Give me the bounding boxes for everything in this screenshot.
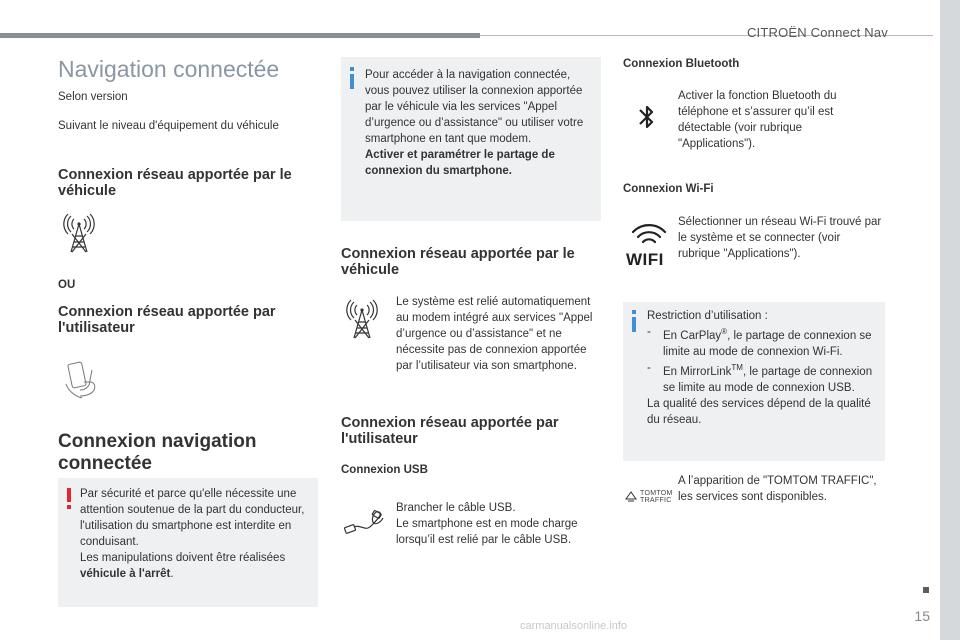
page-side-tab bbox=[940, 0, 960, 640]
info-text: Pour accéder à la navigation connectée, vous pouvez utiliser la connexion apportée par le véhicule via les services "Appel d’urgence ou d’assistance" ou utiliser votre smartphone en tant que modem. Activer et paramétrer le partage de connexion du smartphone. bbox=[365, 69, 584, 177]
version-note: Selon version bbox=[58, 91, 128, 103]
wifi-icon-text: WIFI bbox=[626, 250, 664, 269]
usb-cable-icon bbox=[343, 508, 387, 540]
warning-text: Par sécurité et parce qu'elle nécessite une attention soutenue de la part du conducteur, l'utilisation du smartphone est interdite en conduisant. Les manipulations doivent être réalisées véhicule à l'arrêt. bbox=[80, 488, 305, 580]
warning-box bbox=[58, 478, 318, 607]
warning-icon bbox=[64, 488, 74, 510]
restriction-item-mirrorlink: - En MirrorLink™, le partage de connexion se limite au mode de connexion USB. bbox=[647, 361, 873, 394]
vehicle-connection-text: Le système est relié automatiquement au modem intégré aux services "Appel d’urgence ou d’assistance" et ne nécessite pas de connexion apportée par l’utilisateur via son smartphone. bbox=[396, 296, 593, 372]
bluetooth-label: Connexion Bluetooth bbox=[623, 58, 740, 70]
restriction-title: Restriction d’utilisation : bbox=[647, 310, 768, 322]
restriction-quality: La qualité des services dépend de la qualité du réseau. bbox=[647, 397, 871, 426]
heading-user-connection-2: Connexion réseau apportée par l'utilisateur bbox=[341, 415, 559, 447]
restriction-item-carplay: - En CarPlay®, le partage de connexion se limite au mode de connexion Wi-Fi. bbox=[647, 326, 872, 358]
tomtom-text: A l’apparition de "TOMTOM TRAFFIC", les services sont disponibles. bbox=[678, 475, 877, 503]
or-label: OU bbox=[58, 279, 76, 291]
usb-label: Connexion USB bbox=[341, 464, 428, 476]
tomtom-logo-line2: TRAFFIC bbox=[640, 497, 672, 504]
bluetooth-icon bbox=[636, 102, 658, 132]
page-title: Navigation connectée bbox=[58, 56, 280, 82]
wifi-icon bbox=[626, 224, 672, 269]
bluetooth-text: Activer la fonction Bluetooth du téléphone et s’assurer qu’il est détectable (voir rubrique "Applications"). bbox=[678, 90, 837, 150]
heading-user-connection: Connexion réseau apportée par l'utilisateur bbox=[58, 304, 276, 336]
continuation-marker bbox=[923, 587, 929, 593]
running-header: CITROËN Connect Nav bbox=[746, 25, 888, 40]
antenna-icon bbox=[62, 212, 96, 254]
warning-bold: véhicule à l'arrêt bbox=[80, 568, 171, 580]
wifi-waves-icon bbox=[626, 224, 672, 246]
restriction-text bbox=[647, 308, 881, 428]
equipment-note: Suivant le niveau d'équipement du véhicule bbox=[58, 120, 279, 132]
tomtom-logo-line1: TOMTOM bbox=[640, 490, 673, 497]
heading-vehicle-connection: Connexion réseau apportée par le véhicule bbox=[58, 167, 292, 199]
restriction-box bbox=[623, 302, 885, 461]
heading-connected-nav: Connexion navigation connectée bbox=[58, 431, 257, 474]
tomtom-traffic-logo bbox=[624, 489, 673, 505]
wifi-text: Sélectionner un réseau Wi-Fi trouvé par le système et se connecter (voir rubrique "Applications"). bbox=[678, 216, 882, 260]
watermark: carmanualsonline.info bbox=[520, 620, 628, 632]
header-rule-left bbox=[0, 33, 480, 38]
wifi-label: Connexion Wi-Fi bbox=[623, 183, 714, 195]
info-box bbox=[341, 57, 601, 221]
info-icon bbox=[345, 67, 359, 89]
info-bold: Activer et paramétrer le partage de connexion du smartphone. bbox=[365, 149, 555, 177]
tomtom-logo-icon bbox=[624, 489, 638, 503]
smartphone-hand-icon bbox=[60, 360, 106, 400]
usb-text: Brancher le câble USB. Le smartphone est en mode charge lorsqu’il est relié par le câble USB. bbox=[396, 502, 578, 546]
antenna-icon bbox=[345, 298, 379, 340]
heading-vehicle-connection-2: Connexion réseau apportée par le véhicule bbox=[341, 246, 575, 278]
info-icon bbox=[627, 310, 641, 332]
page-number: 15 bbox=[914, 608, 930, 624]
